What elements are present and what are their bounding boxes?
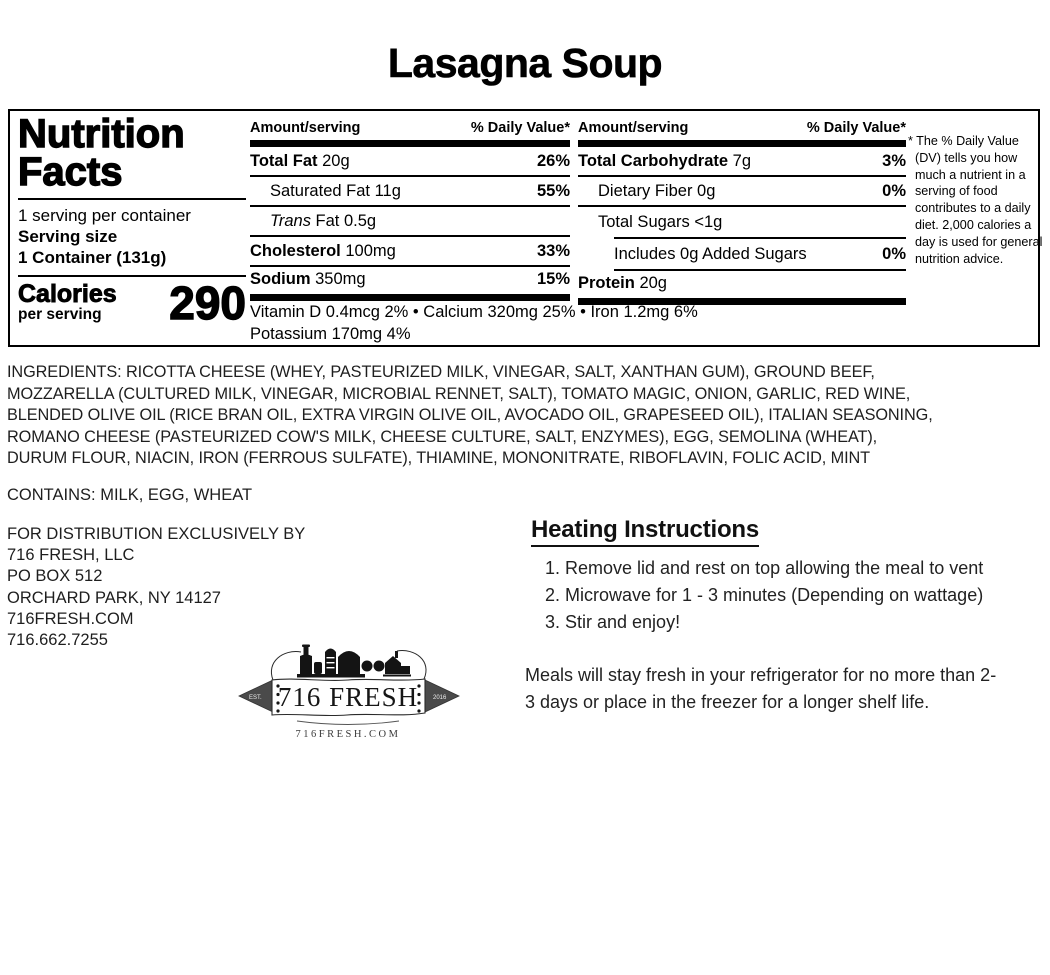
nutrient-amount: <1g — [694, 212, 723, 231]
nutrient-row-protein — [578, 271, 906, 295]
nutrient-name: Includes 0g Added Sugars — [614, 244, 807, 263]
nutrition-facts-panel — [8, 109, 1043, 347]
column-header — [250, 119, 570, 137]
distributor-line: FOR DISTRIBUTION EXCLUSIVELY BY — [7, 525, 306, 543]
distributor-website: 716FRESH.COM — [7, 609, 134, 628]
nutrient-name: Protein — [578, 273, 635, 292]
heating-instructions-section — [525, 516, 1005, 734]
calories-value: 290 — [169, 277, 246, 329]
step-text: Microwave for 1 - 3 minutes (Depending on wattage) — [565, 585, 984, 605]
nutrient-dv: 3% — [882, 151, 906, 170]
nutrient-amount: 7g — [732, 151, 751, 170]
step-number: 3. — [545, 612, 561, 632]
nutrient-amount: 0g — [697, 181, 716, 200]
nutrient-row-saturated-fat — [250, 177, 570, 207]
distributor-line: 716 FRESH, LLC — [7, 546, 135, 565]
ingredients-line: MOZZARELLA (CULTURED MILK, VINEGAR, MICROBIAL RENNET, SALT), TOMATO MAGIC, ONION, GARLIC, RED WINE, — [7, 384, 911, 403]
heating-step — [545, 582, 1005, 609]
step-text: Stir and enjoy! — [565, 612, 681, 632]
nutrient-name: Total Fat — [250, 151, 318, 170]
vitamins-line2: Potassium 170mg 4% — [250, 325, 411, 343]
calories-labels — [18, 282, 117, 323]
heating-instructions-heading: Heating Instructions — [531, 516, 759, 547]
nutrient-dv: 15% — [536, 269, 570, 288]
daily-value-footnote: * The % Daily Value (DV) tells you how much a nutrient in a serving of food contributes to a daily diet. 2,000 calories a day is used for general nutrition advice. — [908, 134, 1043, 266]
nutrient-name: Saturated Fat — [270, 181, 370, 200]
nutrient-amount: 20g — [322, 151, 350, 170]
logo-wordmark: 716 FRESH — [277, 682, 419, 712]
nutrient-column-carb-protein — [578, 119, 906, 305]
logo-est-label: EST. — [249, 695, 262, 701]
ingredients-line: INGREDIENTS: RICOTTA CHEESE (WHEY, PASTEURIZED MILK, VINEGAR, SALT, XANTHAN GUM), GROUND BEEF, — [7, 363, 875, 381]
nutrient-name: Cholesterol — [250, 241, 341, 260]
allergen-contains-statement: CONTAINS: MILK, EGG, WHEAT — [7, 486, 253, 504]
nutrient-row-dietary-fiber — [578, 177, 906, 207]
amount-per-serving-header: Amount/serving — [250, 120, 361, 136]
amount-per-serving-header: Amount/serving — [578, 120, 689, 136]
serving-size-value: 1 Container (131g) — [18, 248, 167, 267]
daily-value-header: % Daily Value* — [470, 120, 570, 136]
heating-step — [545, 555, 1005, 582]
nutrient-amount: 20g — [639, 273, 667, 292]
servings-per-container: 1 serving per container — [18, 206, 191, 225]
column-header — [578, 119, 906, 137]
nutrient-row-trans-fat — [250, 207, 570, 237]
nutrient-name: Sodium — [250, 269, 311, 288]
thick-rule — [578, 140, 906, 147]
step-number: 1. — [545, 558, 561, 578]
nutrient-dv: 55% — [536, 181, 570, 200]
716-fresh-logo — [235, 636, 463, 758]
nutrient-row-total-sugars — [578, 207, 906, 237]
thick-rule — [250, 140, 570, 147]
daily-value-header: % Daily Value* — [806, 120, 906, 136]
nutrition-facts-title-line1: Nutrition — [18, 112, 185, 156]
nutrient-dv: 0% — [882, 181, 906, 200]
logo-year-label: 2016 — [433, 695, 447, 701]
nutrient-amount: 0.5g — [343, 211, 377, 230]
vitamins-line1: Vitamin D 0.4mcg 2% • Calcium 320mg 25% • Iron 1.2mg 6% — [250, 303, 698, 321]
distributor-block — [7, 524, 305, 651]
nutrient-amount: 350mg — [315, 269, 366, 288]
ingredients-line: BLENDED OLIVE OIL (RICE BRAN OIL, EXTRA VIRGIN OLIVE OIL, AVOCADO OIL, GRAPESEED OIL), ITALIAN SEASONING, — [7, 406, 933, 425]
heating-step — [545, 609, 1005, 636]
nutrient-dv: 0% — [882, 244, 906, 263]
nutrient-name: Fat — [310, 211, 340, 230]
nutrient-row-added-sugars — [578, 239, 906, 269]
nutrient-row-sodium — [250, 267, 570, 291]
nutrient-dv: 33% — [536, 241, 570, 260]
step-number: 2. — [545, 585, 561, 605]
step-text: Remove lid and rest on top allowing the meal to vent — [565, 558, 984, 578]
nutrition-facts-title — [18, 112, 252, 194]
thick-rule — [250, 294, 570, 301]
calories-sublabel: per serving — [18, 306, 102, 323]
nutrient-dv: 26% — [536, 151, 570, 170]
nutrient-row-total-fat — [250, 147, 570, 177]
nutrient-name-italic: Trans — [270, 211, 311, 230]
ingredients-line: ROMANO CHEESE (PASTEURIZED COW'S MILK, CHEESE CULTURE, SALT, ENZYMES), EGG, SEMOLINA (WHEAT), — [7, 427, 878, 446]
nutrition-facts-title-line2: Facts — [18, 150, 123, 194]
divider — [18, 198, 246, 200]
ingredients-line: DURUM FLOUR, NIACIN, IRON (FERROUS SULFATE), THIAMINE, MONONITRATE, RIBOFLAVIN, FOLIC ACID, MINT — [7, 449, 871, 468]
nutrient-row-total-carbohydrate — [578, 147, 906, 177]
heating-steps-list — [525, 555, 1005, 636]
distributor-line: PO BOX 512 — [7, 567, 103, 586]
distributor-phone: 716.662.7255 — [7, 631, 108, 650]
calories-label: Calories — [18, 280, 117, 308]
nutrient-amount: 11g — [374, 181, 401, 200]
nutrient-column-fat-sodium — [250, 119, 570, 301]
storage-note: Meals will stay fresh in your refrigerator for no more than 2-3 days or place in the freezer for a longer shelf life. — [525, 665, 997, 712]
distributor-line: ORCHARD PARK, NY 14127 — [7, 588, 221, 607]
logo-website: 716FRESH.COM — [295, 729, 401, 740]
calories-block — [18, 277, 246, 329]
nutrient-amount: 100mg — [345, 241, 396, 260]
page-title: Lasagna Soup — [387, 40, 663, 86]
farm-skyline-icon — [297, 645, 411, 678]
nutrient-name: Dietary Fiber — [598, 181, 693, 200]
serving-size-label: Serving size — [18, 227, 118, 246]
ingredients-statement — [7, 362, 1050, 470]
vitamins-minerals — [250, 301, 906, 345]
nutrient-name: Total Carbohydrate — [578, 151, 729, 170]
nutrient-row-cholesterol — [250, 237, 570, 267]
nutrient-name: Total Sugars — [598, 212, 690, 231]
nutrition-facts-left-column — [18, 112, 252, 329]
